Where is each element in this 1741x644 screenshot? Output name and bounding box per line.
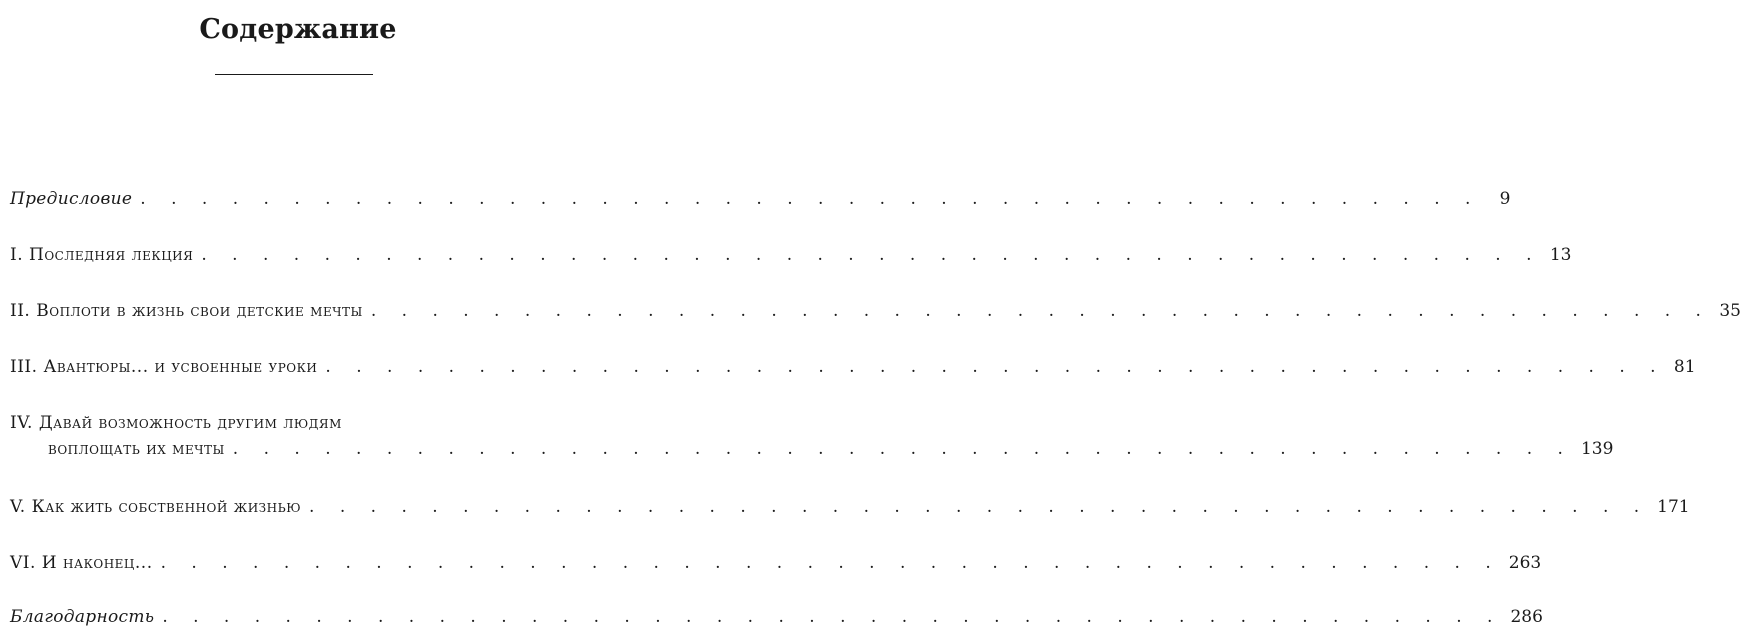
toc-entry-page: 171: [1657, 497, 1690, 517]
title-divider: [215, 74, 373, 75]
toc-entry-label: I. Последняя лекция: [10, 245, 194, 265]
dot-leader: . . . . . . . . . . . . . . . . . . . . . . . . . . . . . . . . . . . . . . . . . . . .: [201, 245, 1542, 265]
dot-leader: . . . . . . . . . . . . . . . . . . . . . . . . . . . . . . . . . . . . . . . . . . . .: [140, 189, 1481, 209]
toc-entry-page: 13: [1549, 245, 1572, 265]
toc-entry-page: 286: [1510, 607, 1543, 627]
toc-entry-chapter-2[interactable]: [10, 298, 1741, 324]
page-title: Содержание: [199, 14, 397, 45]
toc-entry-label: Предисловие: [10, 189, 133, 209]
toc-entry-acknowledgements[interactable]: [10, 604, 1543, 630]
toc-entry-chapter-1[interactable]: [10, 242, 1572, 268]
toc-entry-label: VI. И наконец...: [10, 553, 153, 573]
dot-leader: . . . . . . . . . . . . . . . . . . . . . . . . . . . . . . . . . . . . . . . . . . . .: [309, 497, 1650, 517]
dot-leader: . . . . . . . . . . . . . . . . . . . . . . . . . . . . . . . . . . . . . . . . . . . .: [370, 301, 1711, 321]
dot-leader: . . . . . . . . . . . . . . . . . . . . . . . . . . . . . . . . . . . . . . . . . . . .: [160, 553, 1501, 573]
toc-entry-page: 35: [1719, 301, 1741, 321]
toc-entry-label: Благодарность: [10, 607, 155, 627]
toc-entry-label-line-1: IV. Давай возможность другим людям: [10, 413, 342, 433]
toc-entry-page: 81: [1673, 357, 1696, 377]
toc-entry-page: 139: [1580, 439, 1614, 459]
toc-entry-label: V. Как жить собственной жизнью: [10, 497, 302, 517]
toc-entry-label-line-2: воплощать их мечты: [48, 439, 225, 459]
toc-entry-preface[interactable]: [10, 186, 1511, 212]
toc-entry-chapter-3[interactable]: [10, 354, 1696, 380]
toc-entry-label: II. Воплоти в жизнь свои детские мечты: [10, 301, 363, 321]
toc-entry-chapter-6[interactable]: [10, 550, 1542, 576]
dot-leader: . . . . . . . . . . . . . . . . . . . . . . . . . . . . . . . . . . . . . . . . . . . .: [162, 607, 1503, 627]
toc-entry-label: III. Авантюры... и усвоенные уроки: [10, 357, 318, 377]
toc-entry-chapter-4[interactable]: [10, 410, 1614, 462]
toc-entry-page: 9: [1499, 189, 1511, 209]
dot-leader: . . . . . . . . . . . . . . . . . . . . . . . . . . . . . . . . . . . . . . . . . . . .: [325, 357, 1666, 377]
dot-leader: . . . . . . . . . . . . . . . . . . . . . . . . . . . . . . . . . . . . . . . . . . . .: [232, 439, 1573, 459]
toc-entry-chapter-5[interactable]: [10, 494, 1690, 520]
toc-entry-page: 263: [1508, 553, 1542, 573]
